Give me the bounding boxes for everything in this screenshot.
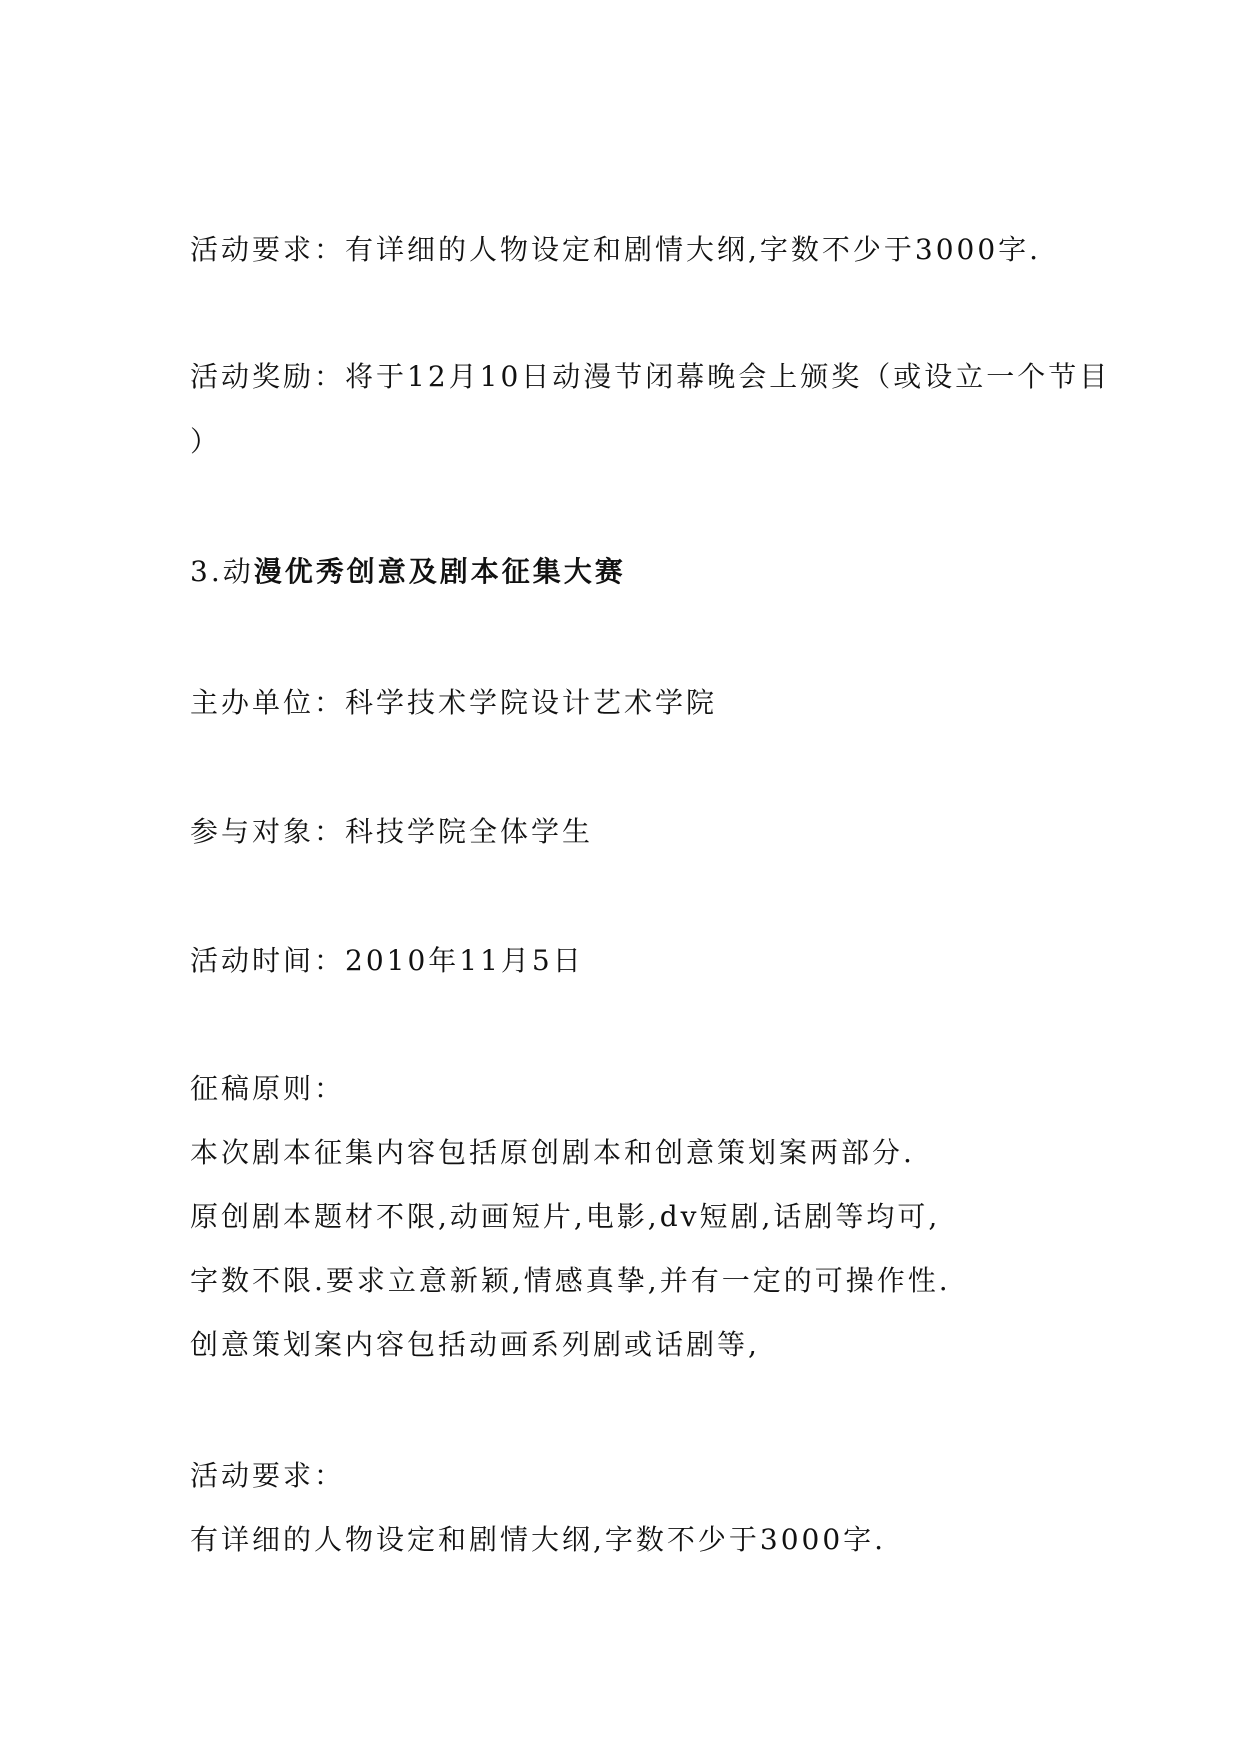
principle-line-1: 本次剧本征集内容包括原创剧本和创意策划案两部分. bbox=[190, 1136, 915, 1169]
section-number: 3.动 bbox=[190, 555, 254, 588]
principle-line-4: 创意策划案内容包括动画系列剧或话剧等, bbox=[190, 1328, 760, 1361]
principle-line-3: 字数不限.要求立意新颖,情感真挚,并有一定的可操作性. bbox=[190, 1264, 951, 1297]
principle-label: 征稿原则： bbox=[190, 1072, 346, 1105]
requirement-paragraph: 活动要求：有详细的人物设定和剧情大纲,字数不少于3000字. bbox=[190, 233, 1042, 266]
organizer-paragraph: 主办单位：科学技术学院设计艺术学院 bbox=[190, 686, 718, 719]
section-heading bbox=[190, 555, 626, 589]
time-paragraph: 活动时间：2010年11月5日 bbox=[190, 944, 584, 977]
requirement-detail: 有详细的人物设定和剧情大纲,字数不少于3000字. bbox=[190, 1523, 887, 1556]
reward-paragraph-line-1: 活动奖励：将于12月10日动漫节闭幕晚会上颁奖（或设立一个节目 bbox=[190, 360, 1111, 393]
section-title: 漫优秀创意及剧本征集大赛 bbox=[253, 555, 626, 588]
participants-paragraph: 参与对象：科技学院全体学生 bbox=[190, 815, 594, 848]
reward-paragraph-line-2: ） bbox=[190, 425, 222, 458]
principle-line-2: 原创剧本题材不限,动画短片,电影,dv短剧,话剧等均可, bbox=[190, 1200, 941, 1233]
requirement-label: 活动要求： bbox=[190, 1459, 346, 1492]
